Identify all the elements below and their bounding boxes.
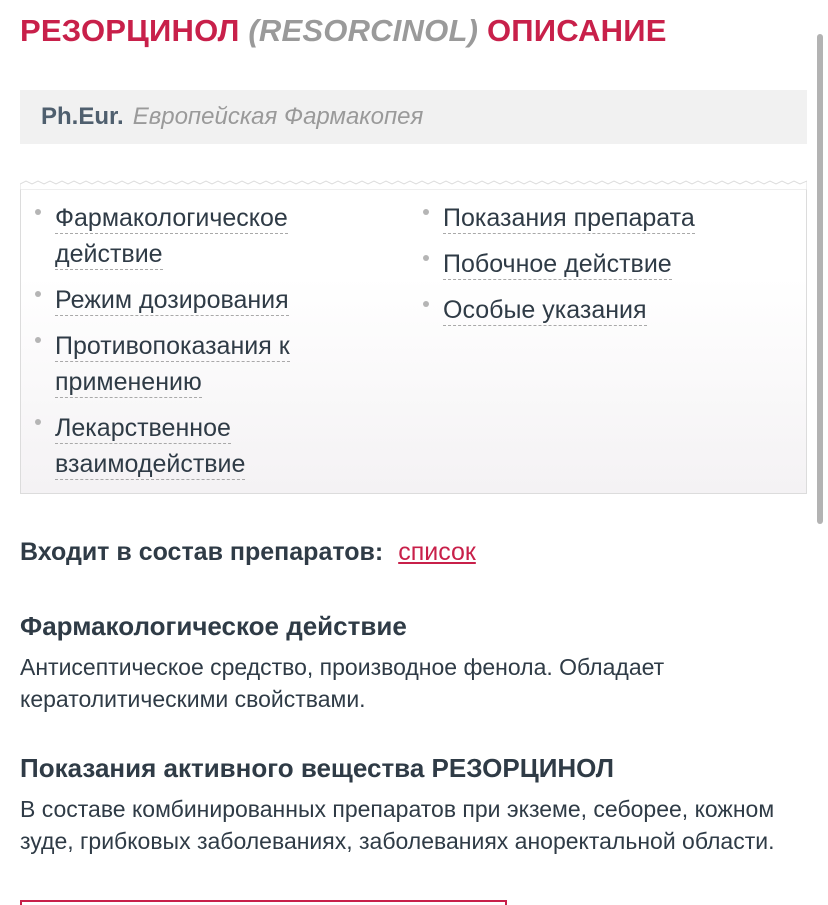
toc-item-label[interactable]: Побочное действие [443, 250, 672, 278]
bullet-icon [35, 209, 41, 215]
section-body-pharmacological-action: Антисептическое средство, производное фенола. Обладает кератолитическими свойствами. [20, 654, 665, 712]
composition-list-link[interactable]: список [398, 538, 476, 566]
toc-item-drug-interaction[interactable] [35, 410, 365, 482]
toc-item-side-effects[interactable] [423, 246, 793, 282]
pharmacopoeia-name: Европейская Фармакопея [132, 103, 424, 130]
toc-item-indications[interactable] [423, 200, 793, 236]
bullet-icon [423, 301, 429, 307]
title-latin-name: (RESORCINOL) [248, 13, 479, 48]
toc-item-label[interactable]: Фармакологическое действие [55, 204, 288, 268]
pharmacopoeia-box [20, 90, 807, 144]
bullet-icon [35, 337, 41, 343]
toc-item-label[interactable]: Противопоказания к применению [55, 332, 290, 396]
zigzag-edge [20, 178, 807, 190]
section-title-pharmacological-action: Фармакологическое действие [20, 611, 407, 641]
toc-item-label[interactable]: Режим дозирования [55, 286, 289, 314]
section-body-indications: В составе комбинированных препаратов при экземе, себорее, кожном зуде, грибковых заболеваниях, заболеваниях аноректальной области. [20, 796, 775, 854]
composition-line [20, 538, 476, 567]
next-block-border [20, 900, 507, 905]
toc-item-dosage[interactable] [35, 282, 365, 318]
bullet-icon [35, 291, 41, 297]
table-of-contents [20, 184, 807, 494]
toc-item-label[interactable]: Особые указания [443, 296, 647, 324]
bullet-icon [423, 255, 429, 261]
page-title [20, 12, 667, 50]
scrollbar[interactable] [817, 34, 823, 524]
section-title-indications: Показания активного вещества РЕЗОРЦИНОЛ [20, 753, 614, 783]
toc-right-column [423, 200, 793, 338]
toc-item-pharmacological-action[interactable] [35, 200, 365, 272]
toc-left-column [35, 200, 365, 492]
bullet-icon [423, 209, 429, 215]
composition-label: Входит в состав препаратов: [20, 538, 384, 566]
toc-item-contraindications[interactable] [35, 328, 365, 400]
toc-item-label[interactable]: Показания препарата [443, 204, 695, 232]
toc-item-label[interactable]: Лекарственное взаимодействие [55, 414, 246, 478]
bullet-icon [35, 419, 41, 425]
title-suffix: ОПИСАНИЕ [486, 13, 667, 48]
toc-item-special-instructions[interactable] [423, 292, 793, 328]
pharmacopoeia-abbr: Ph.Eur. [41, 103, 124, 130]
title-drug-name: РЕЗОРЦИНОЛ [20, 13, 240, 48]
